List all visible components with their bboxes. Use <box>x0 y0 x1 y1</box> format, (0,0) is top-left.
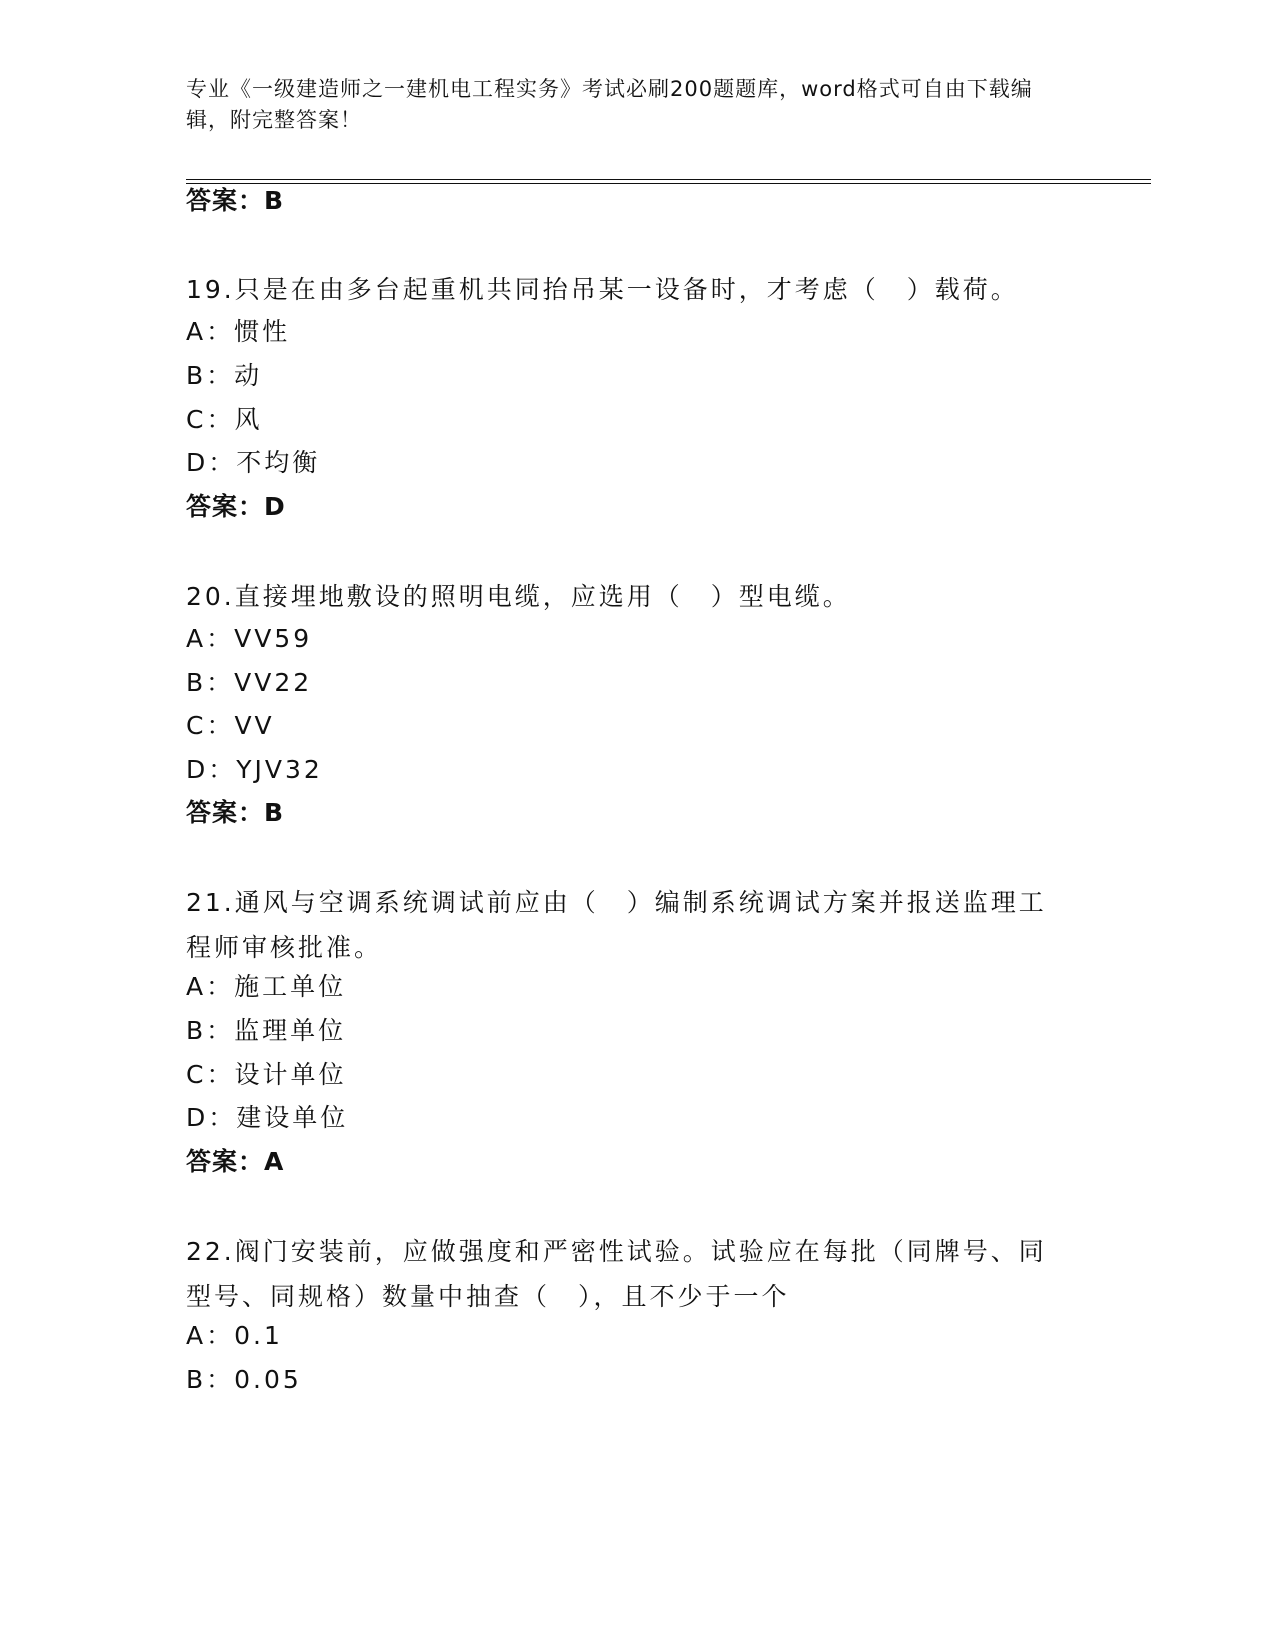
header-divider <box>186 179 1151 180</box>
answer-line: 答案：B <box>186 798 285 827</box>
option-c: C：风 <box>186 405 263 434</box>
option-c: C：设计单位 <box>186 1060 347 1089</box>
question-stem: 22.阀门安装前，应做强度和严密性试验。试验应在每批（同牌号、同型号、同规格）数量中抽查（ ），且不少于一个 <box>186 1237 1047 1311</box>
answer-line: 答案：D <box>186 492 286 521</box>
option-d: D：YJV32 <box>186 755 323 784</box>
option-b: B：监理单位 <box>186 1016 347 1045</box>
question-stem: 21.通风与空调系统调试前应由（ ）编制系统调试方案并报送监理工程师审核批准。 <box>186 888 1047 962</box>
option-a: A：0.1 <box>186 1321 283 1350</box>
question-stem: 19.只是在由多台起重机共同抬吊某一设备时，才考虑（ ）载荷。 <box>186 275 1019 304</box>
header-divider-double <box>186 183 1151 184</box>
option-b: B：0.05 <box>186 1365 302 1394</box>
answer-line: 答案：B <box>186 186 285 215</box>
option-a: A：施工单位 <box>186 972 347 1001</box>
option-c: C：VV <box>186 711 275 740</box>
option-d: D：不均衡 <box>186 448 321 477</box>
option-b: B：VV22 <box>186 668 313 697</box>
answer-line: 答案：A <box>186 1147 285 1176</box>
option-d: D：建设单位 <box>186 1103 349 1132</box>
page-header: 专业《一级建造师之一建机电工程实务》考试必刷200题题库，word格式可自由下载编辑，附完整答案！ <box>186 77 1033 132</box>
question-stem: 20.直接埋地敷设的照明电缆，应选用（ ）型电缆。 <box>186 582 851 611</box>
option-a: A：VV59 <box>186 624 313 653</box>
option-b: B：动 <box>186 361 263 390</box>
option-a: A：惯性 <box>186 317 291 346</box>
